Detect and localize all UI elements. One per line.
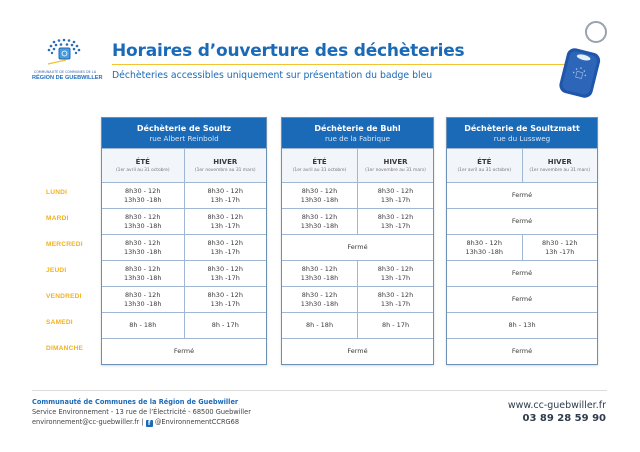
hours-line: 13h -17h [380,221,411,230]
hours-cell-merged [447,261,597,286]
panel-soultzmatt [446,117,598,365]
hours-line: 13h -17h [380,299,411,308]
hours-line: 8h30 - 12h [207,264,243,273]
hours-line: 13h -17h [210,299,240,308]
blue-badge-keyfob-icon [556,18,616,98]
hours-cell-merged [447,313,597,338]
hours-line: 8h30 - 12h [125,186,161,195]
season-summer [447,149,522,182]
hours-cell-summer [102,235,184,260]
table-row [282,260,433,286]
hours-cell-summer [447,235,522,260]
hours-line: 8h - 18h [129,321,157,329]
season-winter-range: (1er novembre au 31 mars) [365,168,426,173]
day-sunday: DIMANCHE [46,345,84,352]
panel-soultz [101,117,267,365]
hours-line: 13h -17h [210,195,240,204]
title-underline [112,64,582,65]
hours-text: Fermé [511,269,533,277]
day-friday: VENDREDI [46,293,82,300]
table-row [447,260,597,286]
hours-line: 8h30 - 12h [207,186,243,195]
hours-line: 13h -17h [210,247,240,256]
page-subtitle: Déchèteries accessibles uniquement sur présentation du badge bleu [112,70,433,81]
hours-cell-summer [102,261,184,286]
hours-cell-winter [357,261,433,286]
hours-cell-winter [184,287,267,312]
season-summer-name: ÉTÉ [477,158,492,166]
season-summer [102,149,184,182]
panel-title: Déchèterie de Soultz [136,124,232,133]
hours-line: 8h30 - 12h [377,212,414,221]
table-row [447,312,597,338]
hours-cell-winter [357,209,433,234]
panel-street: rue de la Fabrique [324,134,391,143]
footer-phone: 03 89 28 59 90 [522,413,606,424]
panel-header [102,118,266,148]
hours-line: 13h30 -18h [300,299,339,308]
season-winter-name: HIVER [547,158,572,166]
hours-cell-winter [184,261,267,286]
table-row [447,234,597,260]
panel-header [282,118,433,148]
table-row [447,338,597,364]
hours-line: 8h30 - 12h [301,186,338,195]
hours-cell-winter [184,183,267,208]
day-thursday: JEUDI [46,267,67,274]
footer-facebook-link[interactable]: @EnvironnementCCRG68 [154,418,240,426]
season-summer-name: ÉTÉ [312,158,327,166]
logo-tree-icon [44,38,84,66]
hours-cell-merged [447,287,597,312]
hours-line: 8h30 - 12h [466,238,502,247]
table-row [102,312,266,338]
hours-cell-merged [447,339,597,364]
hours-cell-winter [357,287,433,312]
footer-email-link[interactable]: environnement@cc-guebwiller.fr [32,418,140,426]
hours-cell-winter [184,235,267,260]
day-labels [46,180,101,362]
footer-web-phone [508,399,606,425]
season-summer [282,149,357,182]
table-row [447,208,597,234]
season-winter-name: HIVER [383,158,408,166]
season-winter-name: HIVER [213,158,238,166]
hours-line: 13h30 -18h [124,247,162,256]
panel-buhl [281,117,434,365]
hours-cell-summer [102,313,184,338]
hours-text: Fermé [511,217,533,225]
hours-line: 8h30 - 12h [125,290,161,299]
hours-line: 13h30 -18h [300,273,339,282]
footer-website-link[interactable]: www.cc-guebwiller.fr [507,400,606,411]
season-summer-range: (1er avril au 31 octobre) [115,168,170,173]
hours-cell-winter [357,183,433,208]
footer-divider [32,390,607,391]
day-monday: LUNDI [46,189,68,196]
table-row [282,338,433,364]
table-row [447,182,597,208]
hours-cell-winter [184,209,267,234]
panel-title: Déchèterie de Soultzmatt [464,124,580,133]
season-summer-range: (1er avril au 31 octobre) [457,168,512,173]
hours-line: 13h30 -18h [300,195,339,204]
hours-cell-summer [102,183,184,208]
panel-header [447,118,597,148]
table-row [282,286,433,312]
table-row [282,182,433,208]
season-header-row [102,148,266,182]
hours-line: 8h30 - 12h [125,238,161,247]
hours-line: 13h30 -18h [124,221,162,230]
footer-separator: | [141,418,144,426]
hours-text: 8h - 13h [508,321,536,329]
season-header-row [282,148,433,182]
page-title: Horaires d’ouverture des déchèteries [112,41,465,61]
hours-line: 13h -17h [380,195,411,204]
hours-line: 8h30 - 12h [301,290,338,299]
ccrg-logo [32,38,103,86]
footer-address: Service Environnement - 13 rue de l’Électricité - 68500 Guebwiller [32,408,251,416]
facebook-icon: f [146,420,153,427]
hours-line: 13h -17h [210,273,240,282]
season-winter [357,149,433,182]
hours-line: 8h - 17h [381,321,410,329]
hours-text: Fermé [511,191,533,199]
hours-cell-winter [522,235,598,260]
hours-line: 13h30 -18h [465,247,503,256]
hours-cell-summer [102,209,184,234]
day-tuesday: MARDI [46,215,69,222]
table-row [282,312,433,338]
hours-cell-merged [447,183,597,208]
season-winter-range: (1er novembre au 31 mars) [529,168,591,173]
hours-line: 8h30 - 12h [125,212,161,221]
hours-cell-summer [282,261,357,286]
hours-line: 8h30 - 12h [207,290,243,299]
hours-cell-merged [282,339,433,364]
hours-cell-summer [282,183,357,208]
table-row [102,338,266,364]
hours-line: 8h30 - 12h [301,264,338,273]
table-row [102,208,266,234]
day-saturday: SAMEDI [46,319,73,326]
hours-line: 8h30 - 12h [377,186,414,195]
hours-cell-summer [282,209,357,234]
season-summer-name: ÉTÉ [135,158,150,166]
hours-cell-merged [282,235,433,260]
hours-line: 8h30 - 12h [377,290,414,299]
hours-cell-merged [447,209,597,234]
season-winter-range: (1er novembre au 31 mars) [194,168,256,173]
hours-text: Fermé [173,347,195,355]
panel-street: rue Albert Reinbold [149,134,219,143]
hours-text: Fermé [511,347,533,355]
hours-text: Fermé [347,347,368,355]
hours-line: 13h30 -18h [124,273,162,282]
season-winter [522,149,598,182]
table-row [282,208,433,234]
season-header-row [447,148,597,182]
hours-line: 13h -17h [380,273,411,282]
table-row [102,260,266,286]
logo-line-1: COMMUNAUTÉ DE COMMUNES DE LA [33,70,97,74]
table-row [447,286,597,312]
hours-line: 8h30 - 12h [377,264,414,273]
hours-cell-winter [184,313,267,338]
footer-email-line [32,417,251,427]
footer-org-name: Communauté de Communes de la Région de Guebwiller [32,398,239,406]
table-row [102,286,266,312]
hours-cell-merged [102,339,266,364]
hours-line: 13h30 -18h [124,195,162,204]
hours-cell-summer [102,287,184,312]
hours-line: 8h30 - 12h [207,238,243,247]
hours-line: 8h30 - 12h [125,264,161,273]
day-wednesday: MERCREDI [46,241,83,248]
hours-cell-summer [282,287,357,312]
panel-street: rue du Lussweg [493,134,551,143]
table-row [102,234,266,260]
footer-contact [32,397,251,427]
hours-line: 8h - 17h [211,321,239,329]
hours-line: 8h30 - 12h [301,212,338,221]
season-summer-range: (1er avril au 31 octobre) [292,168,347,173]
hours-line: 8h30 - 12h [542,238,578,247]
hours-line: 13h -17h [545,247,575,256]
hours-line: 13h30 -18h [300,221,339,230]
panel-title: Déchèterie de Buhl [314,124,401,133]
hours-cell-summer [282,313,357,338]
hours-line: 13h -17h [210,221,240,230]
season-winter [184,149,267,182]
table-row [102,182,266,208]
hours-line: 8h - 18h [305,321,334,329]
hours-line: 13h30 -18h [124,299,162,308]
hours-text: Fermé [511,295,533,303]
hours-cell-winter [357,313,433,338]
hours-line: 8h30 - 12h [207,212,243,221]
table-row [282,234,433,260]
logo-line-2: RÉGION DE GUEBWILLER [32,75,103,81]
hours-text: Fermé [347,243,368,251]
